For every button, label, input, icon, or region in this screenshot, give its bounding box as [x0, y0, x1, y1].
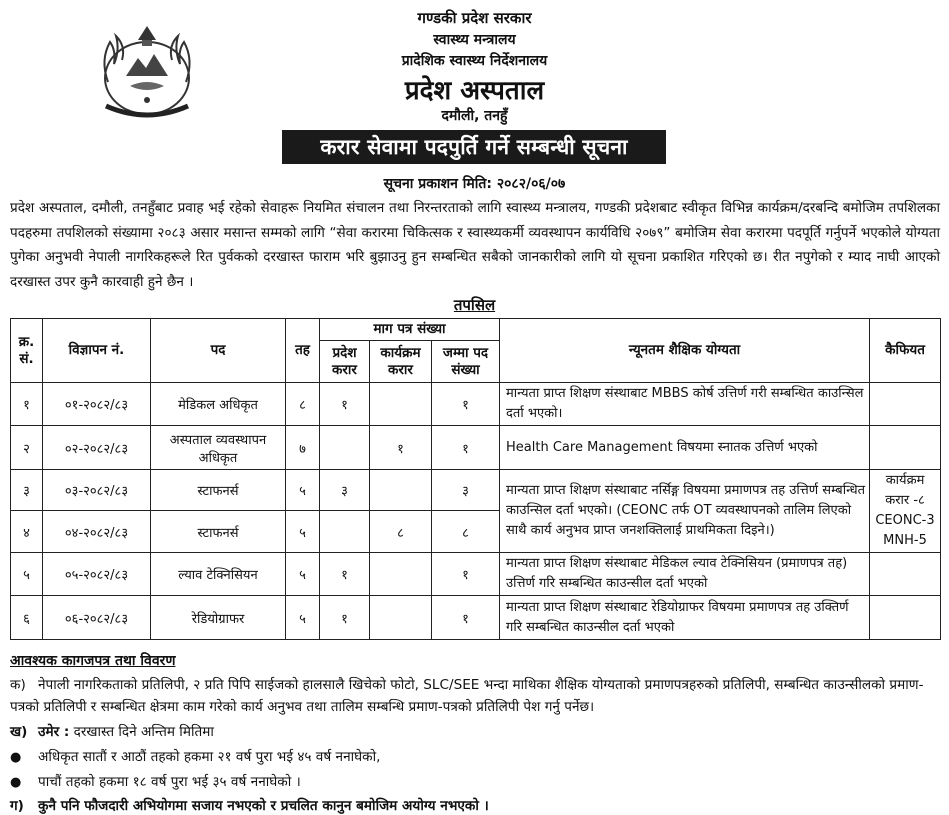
cell-total: ८ [432, 511, 500, 553]
cell-total: १ [432, 596, 500, 640]
documents-section-title: आवश्यक कागजपत्र तथा विवरण [10, 653, 176, 669]
cell-remarks [870, 383, 941, 426]
docs-item-b [10, 721, 940, 740]
cell-qualification: Health Care Management विषयमा स्नातक उत्तिर्ण भएको [500, 426, 870, 470]
docs-item-b-head: उमेर : [38, 724, 70, 740]
cell-post: मेडिकल अधिकृत [151, 383, 286, 426]
table-row [11, 553, 941, 596]
cell-sn: ४ [11, 511, 43, 553]
header-total: जम्मा पद संख्या [432, 341, 500, 383]
cell-level: ५ [286, 511, 320, 553]
cell-level: ५ [286, 596, 320, 640]
ministry-name: स्वास्थ्य मन्त्रालय [433, 32, 516, 48]
cell-sn: १ [11, 383, 43, 426]
vacancy-table [10, 318, 941, 640]
details-heading: तपसिल [453, 296, 496, 314]
cell-sn: ३ [11, 470, 43, 511]
cell-level: ५ [286, 553, 320, 596]
cell-post: अस्पताल व्यवस्थापन अधिकृत [151, 426, 286, 470]
cell-total: १ [432, 553, 500, 596]
cell-post: रेडियोग्राफर [151, 596, 286, 640]
cell-program [370, 596, 432, 640]
header-sn: क्र. सं. [11, 319, 43, 383]
cell-ad-no: ०१-२०८२/८३ [43, 383, 151, 426]
docs-item-a-text: नेपाली नागरिकताको प्रतिलिपी, २ प्रति पिपि साईजको हालसालै खिचेको फोटो, SLC/SEE भन्दा माथिका शैक्षिक योग्यताको प्रमाणपत्रहरुको प्रतिलिपी, सम्बन्धित काउन्सीलको प्रमाण-पत्रको प्रतिलिपी र सम्बन्धित क्षेत्रमा काम गरेको कार्य अनुभव तथा तालिम सम्बन्धि प्रमाण-पत्रको प्रतिलिपी पेश गर्नु पर्नेछ। [10, 677, 924, 715]
header-program: कार्यक्रम करार [370, 341, 432, 383]
header-post: पद [151, 319, 286, 383]
docs-item-b-label: ख) [10, 724, 28, 740]
cell-remarks [870, 426, 941, 470]
remarks-line: MNH-5 [883, 533, 927, 548]
cell-level: ५ [286, 470, 320, 511]
cell-post: ल्याव टेक्निसियन [151, 553, 286, 596]
cell-province [320, 511, 370, 553]
cell-level: ८ [286, 383, 320, 426]
cell-province [320, 426, 370, 470]
cell-ad-no: ०४-२०८२/८३ [43, 511, 151, 553]
cell-level: ७ [286, 426, 320, 470]
age-bullet-1 [10, 746, 940, 765]
cell-program [370, 470, 432, 511]
cell-program [370, 383, 432, 426]
cell-qualification: मान्यता प्राप्त शिक्षण संस्थाबाट नर्सिङ्ग विषयमा प्रमाणपत्र तह उत्तिर्ण सम्बन्धित काउन्सिल दर्ता भएको। (CEONC तर्फ OT व्यवस्थापनको तालिम लिएको साथै कार्य अनुभव प्राप्त जनशक्तिलाई प्राथमिकता दिइने।) [500, 470, 870, 553]
cell-sn: २ [11, 426, 43, 470]
cell-province: १ [320, 383, 370, 426]
age-bullet-2-text: पाचौं तहको हकमा १८ वर्ष पुरा भई ३५ वर्ष ननाघेको । [38, 774, 301, 790]
remarks-line: कार्यक्रम [885, 473, 925, 488]
cell-remarks [870, 596, 941, 640]
docs-item-c-label: ग) [10, 798, 24, 814]
cell-post: स्टाफनर्स [151, 470, 286, 511]
table-row [11, 426, 941, 470]
cell-province: १ [320, 596, 370, 640]
bullet-icon: ● [10, 775, 22, 790]
cell-post: स्टाफनर्स [151, 511, 286, 553]
bullet-icon: ● [10, 750, 22, 765]
age-bullet-1-text: अधिकृत सातौं र आठौं तहको हकमा २१ वर्ष पुरा भई ४५ वर्ष ननाघेको, [38, 749, 381, 765]
publication-date: सूचना प्रकाशन मिति: २०८२/०६/०७ [383, 176, 566, 192]
hospital-location: दमौली, तनहुँ [441, 108, 508, 124]
remarks-line: करार -८ [885, 493, 925, 508]
cell-province: ३ [320, 470, 370, 511]
hospital-name: प्रदेश अस्पताल [404, 76, 545, 106]
intro-paragraph: प्रदेश अस्पताल, दमौली, तनहुँबाट प्रवाह भई रहेको सेवाहरू नियमित संचालन तथा निरन्तरताको लागि स्वास्थ्य मन्त्रालय, गण्डकी प्रदेशबाट स्वीकृत विभिन्न कार्यक्रम/दरबन्दि बमोजिम तपशिलका पदहरुमा तपशिलको संख्यामा २०८३ असार मसान्त सम्मको लागि “सेवा करारमा चिकित्सक र स्वास्थ्यकर्मी व्यवस्थापन कार्यविधि २०७९” बमोजिम सेवा करारमा पदपूर्ति गर्नुपर्ने भएकोले योग्यता पुगेका अनुभवी नेपाली नागरिकहरूले रित पुर्वकको दरखास्त फाराम भरि बुझाउनु हुन सम्बन्धित सबैको जानकारीको लागि यो सूचना प्रकाशित गरिएको छ। रीत नपुगेको र म्याद नाघी आएको दरखास्त उपर कुनै कारवाही हुने छैन । [10, 200, 940, 290]
docs-item-a-label: क) [10, 677, 26, 693]
header-level: तह [286, 319, 320, 383]
docs-item-b-text: दरखास्त दिने अन्तिम मितिमा [73, 724, 214, 740]
cell-remarks [870, 470, 941, 553]
table-row [11, 383, 941, 426]
cell-sn: ५ [11, 553, 43, 596]
docs-item-c [10, 795, 940, 814]
cell-remarks [870, 553, 941, 596]
directorate-name: प्रादेशिक स्वास्थ्य निर्देशनालय [401, 53, 548, 69]
cell-qualification: मान्यता प्राप्त शिक्षण संस्थाबाट MBBS कोर्ष उत्तिर्ण गरी सम्बन्धित काउन्सिल दर्ता भएको। [500, 383, 870, 426]
notice-title-banner: करार सेवामा पदपुर्ति गर्ने सम्बन्धी सूचना [282, 130, 666, 164]
table-header-row [11, 319, 941, 341]
table-row [11, 470, 941, 511]
cell-sn: ६ [11, 596, 43, 640]
header-remarks: कैफियत [870, 319, 941, 383]
cell-program: ८ [370, 511, 432, 553]
header-qualification: न्यूनतम शैक्षिक योग्यता [500, 319, 870, 383]
cell-total: १ [432, 426, 500, 470]
cell-ad-no: ०५-२०८२/८३ [43, 553, 151, 596]
cell-province: १ [320, 553, 370, 596]
cell-program [370, 553, 432, 596]
table-row [11, 596, 941, 640]
cell-total: १ [432, 383, 500, 426]
remarks-line: CEONC-3 [875, 513, 935, 528]
header-province: प्रदेश करार [320, 341, 370, 383]
age-bullet-2 [10, 771, 940, 790]
government-name: गण्डकी प्रदेश सरकार [417, 9, 532, 27]
docs-item-c-text: कुनै पनि फौजदारी अभियोगमा सजाय नभएको र प्रचलित कानुन बमोजिम अयोग्य नभएको । [38, 798, 489, 814]
cell-qualification: मान्यता प्राप्त शिक्षण संस्थाबाट रेडियोग्राफर विषयमा प्रमाणपत्र तह उक्तिर्ण गरि सम्बन्धित काउन्सील दर्ता भएको [500, 596, 870, 640]
cell-ad-no: ०३-२०८२/८३ [43, 470, 151, 511]
header-demand-group: माग पत्र संख्या [320, 319, 500, 341]
cell-ad-no: ०६-२०८२/८३ [43, 596, 151, 640]
header-ad-no: विज्ञापन नं. [43, 319, 151, 383]
cell-total: ३ [432, 470, 500, 511]
cell-ad-no: ०२-२०८२/८३ [43, 426, 151, 470]
docs-item-a [10, 674, 940, 718]
cell-qualification: मान्यता प्राप्त शिक्षण संस्थाबाट मेडिकल ल्याव टेक्निसियन (प्रमाणपत्र तह) उत्तिर्ण गरि सम्बन्धित काउन्सील दर्ता भएको [500, 553, 870, 596]
cell-program: १ [370, 426, 432, 470]
